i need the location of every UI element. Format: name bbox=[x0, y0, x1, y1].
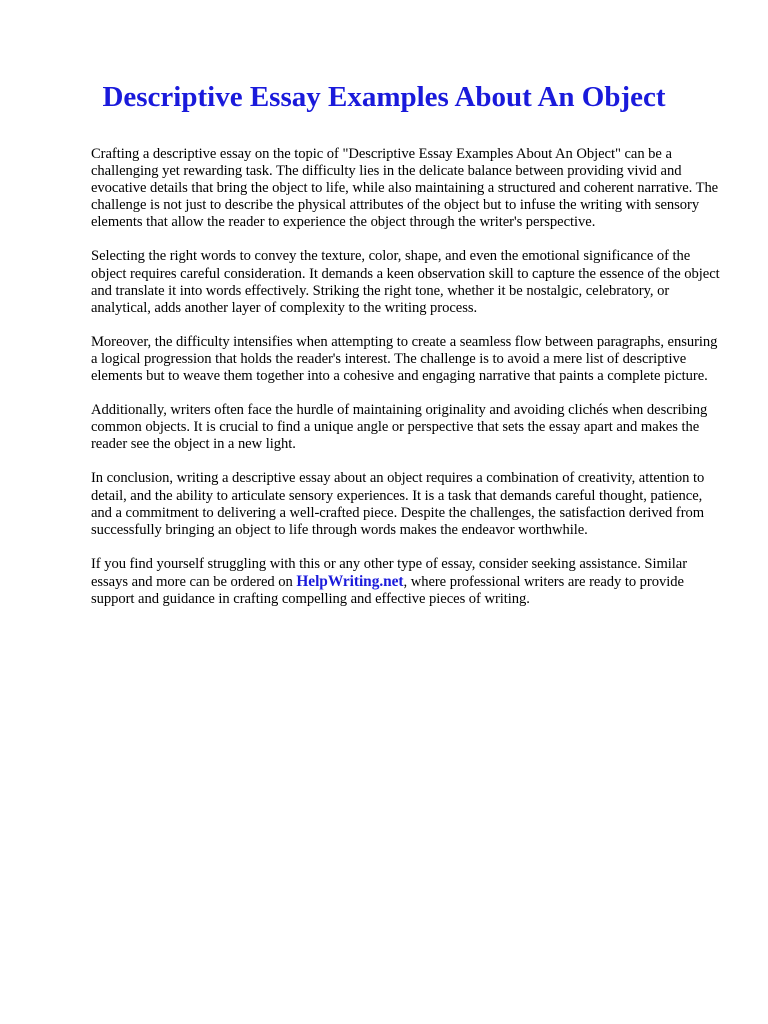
paragraph-3: Moreover, the difficulty intensifies when attempting to create a seamless flow between paragraphs, ensuring a logical progression that holds the reader's interest. The challenge is to avoid a mere list of descriptive elements but to weave them together into a cohesive and engaging narrative that paints a complete picture. bbox=[91, 333, 718, 385]
helpwriting-link[interactable]: HelpWriting.net bbox=[296, 572, 404, 590]
paragraph-5: In conclusion, writing a descriptive essay about an object requires a combination of creativity, attention to detail, and the ability to articulate sensory experiences. It is a task that demands careful thought, patience, and a commitment to delivering a well-crafted piece. Despite the challenges, the satisfaction derived from successfully bringing an object to life through words makes the endeavor worthwhile. bbox=[91, 470, 705, 538]
paragraph-4: Additionally, writers often face the hurdle of maintaining originality and avoiding clichés when describing common objects. It is crucial to find a unique angle or perspective that sets the essay apart and makes the reader see the object in a new light. bbox=[91, 402, 708, 453]
paragraph-6 bbox=[91, 556, 721, 608]
paragraph-1: Crafting a descriptive essay on the topic of "Descriptive Essay Examples About An Object" can be a challenging yet rewarding task. The difficulty lies in the delicate balance between providing vivid and evocative details that bring the object to life, while also maintaining a structured and coherent narrative. The challenge is not just to describe the physical attributes of the object but to infuse the writing with sensory elements that allow the reader to experience the object through the writer's perspective. bbox=[91, 146, 719, 231]
paragraph-2: Selecting the right words to convey the texture, color, shape, and even the emotional significance of the object requires careful consideration. It demands a keen observation skill to capture the essence of the object and translate it into words effectively. Striking the right tone, whether it be nostalgic, celebratory, or analytical, adds another layer of complexity to the writing process. bbox=[91, 248, 720, 316]
paragraph-6-after-link: , where professional writers are ready to provide support and guidance in crafting compelling and effective pieces of writing. bbox=[91, 573, 684, 607]
paragraph-6-before-link: If you find yourself struggling with this or any other type of essay, consider seeking assistance. Similar essays and more can be ordered on bbox=[91, 555, 688, 590]
essay-body bbox=[91, 146, 721, 625]
page-title: Descriptive Essay Examples About An Object bbox=[102, 81, 666, 113]
